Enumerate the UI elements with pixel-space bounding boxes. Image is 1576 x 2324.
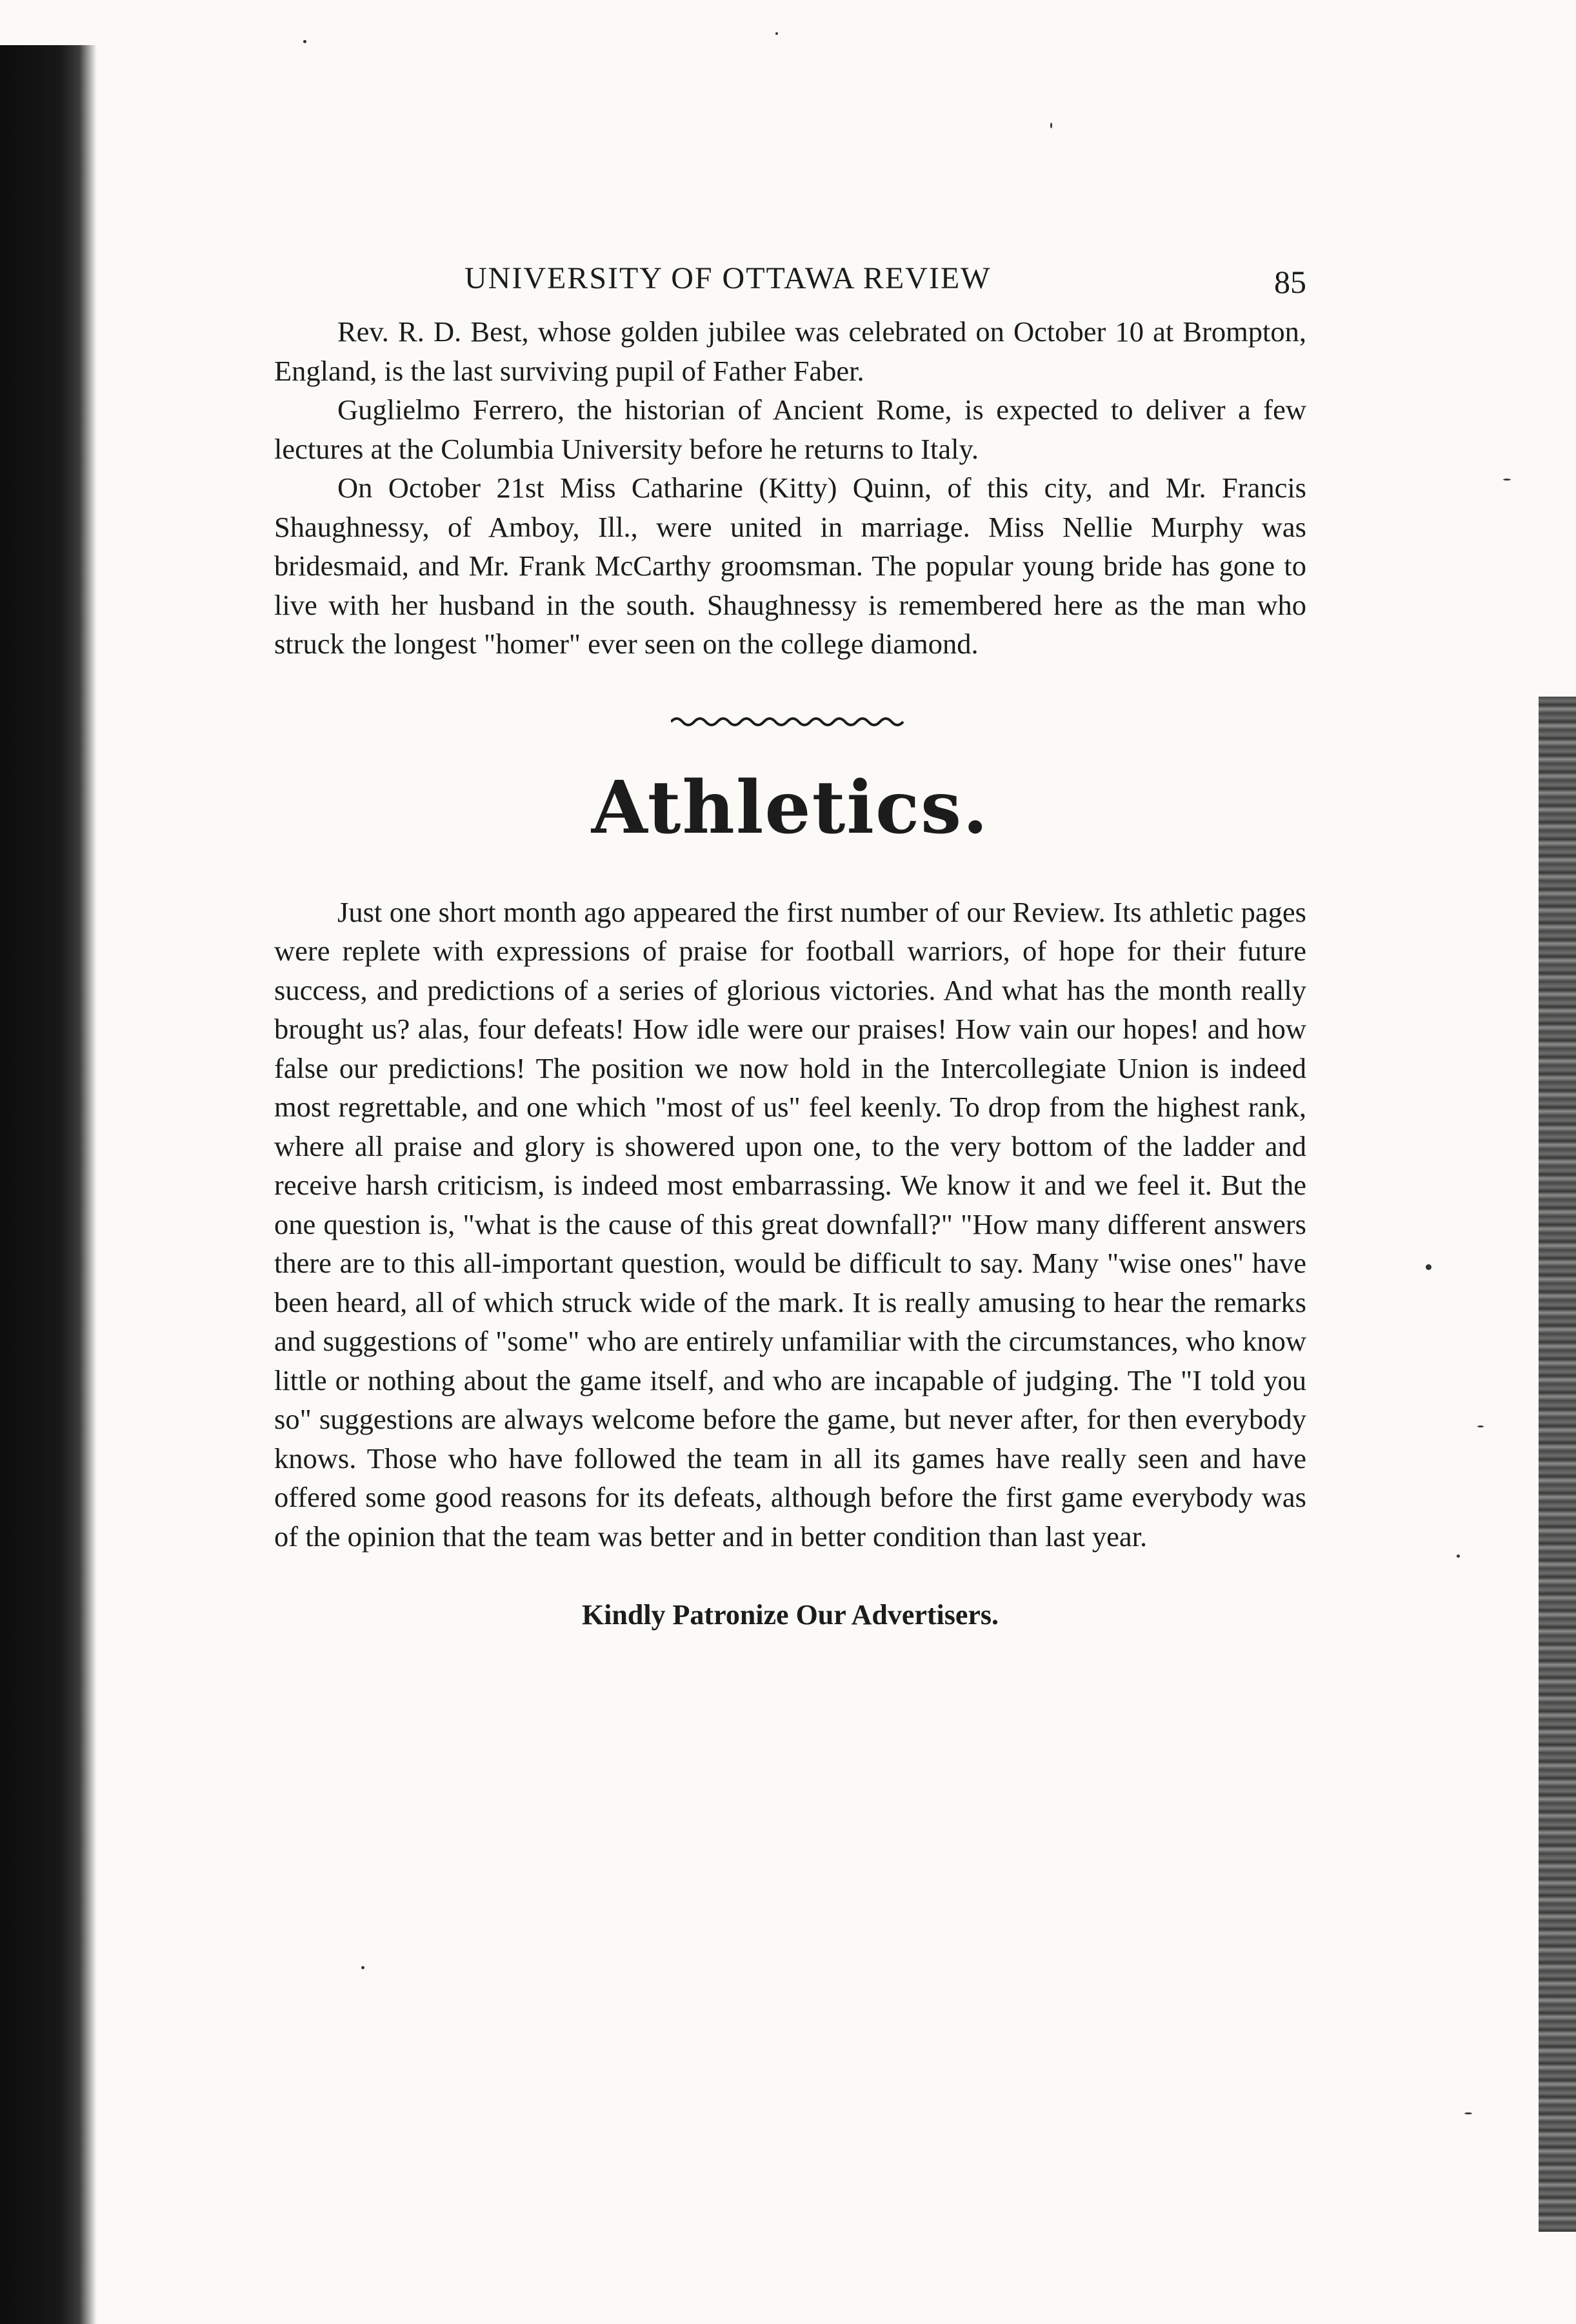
scan-speck xyxy=(1477,1425,1484,1427)
scan-speck xyxy=(1426,1264,1431,1270)
book-spine-shadow xyxy=(0,45,97,2324)
note-paragraph: Guglielmo Ferrero, the historian of Ancient Rome, is expected to deliver a few lectures at the Columbia University before he returns to Italy. xyxy=(274,393,1306,465)
scan-speck xyxy=(1457,1554,1460,1558)
section-heading: Athletics. xyxy=(591,765,990,850)
scan-speck xyxy=(1464,2112,1472,2114)
note-paragraph: Rev. R. D. Best, whose golden jubilee was celebrated on October 10 at Brompton, England, is the last surviving pupil of Father Faber. xyxy=(274,315,1306,387)
page-content xyxy=(274,261,1306,1631)
scan-speck xyxy=(1503,479,1511,481)
scan-edge-artifact xyxy=(1539,697,1576,2232)
journal-title: UNIVERSITY OF OTTAWA REVIEW xyxy=(464,261,992,295)
scan-speck xyxy=(361,1966,364,1969)
advertisers-notice: Kindly Patronize Our Advertisers. xyxy=(581,1599,999,1631)
section-body: Just one short month ago appeared the first number of our Review. Its athletic pages were replete with expressions of praise for football warriors, of hope for their future success, and predictions of a series of glorious victories. And what has the month really brought us? alas, four defeats! How idle were our praises! How vain our hopes! and how false our predictions! The position we now hold in the Intercollegiate Union is indeed most regrettable, and one which "most of us" feel keenly. To drop from the highest rank, where all praise and glory is showered upon one, to the very bottom of the ladder and receive harsh criticism, is indeed most embarrassing. We know it and we feel it. But the one question is, "what is the cause of this great downfall?" "How many different answers there are to this all-important question, would be difficult to say. Many "wise ones" have been heard, all of which struck wide of the mark. It is really amusing to hear the remarks and suggestions of "some" who are entirely unfamiliar with the circumstances, who know little or nothing about the game itself, and who are incapable of judging. The "I told you so" suggestions are always welcome before the game, but never after, for then everybody knows. Those who have followed the team in all its games have really seen and have offered some good reasons for its defeats, although before the first game everybody was of the opinion that the team was better and in better condition than last year. xyxy=(274,895,1306,1553)
page-number: 85 xyxy=(1274,264,1306,300)
running-head xyxy=(274,261,1306,312)
scan-speck xyxy=(1050,123,1052,128)
scan-speck xyxy=(775,32,778,35)
scan-speck xyxy=(303,40,306,43)
note-paragraph: On October 21st Miss Catharine (Kitty) Quinn, of this city, and Mr. Francis Shaughnessy, of Amboy, Ill., were united in marriage. Miss Nellie Murphy was bridesmaid, and Mr. Frank McCarthy groomsman. The popular young bride has gone to live with her husband in the south. Shaughnessy is remembered here as the man who struck the longest "homer" ever seen on the college diamond. xyxy=(274,472,1306,660)
wavy-rule-ornament xyxy=(671,714,910,730)
